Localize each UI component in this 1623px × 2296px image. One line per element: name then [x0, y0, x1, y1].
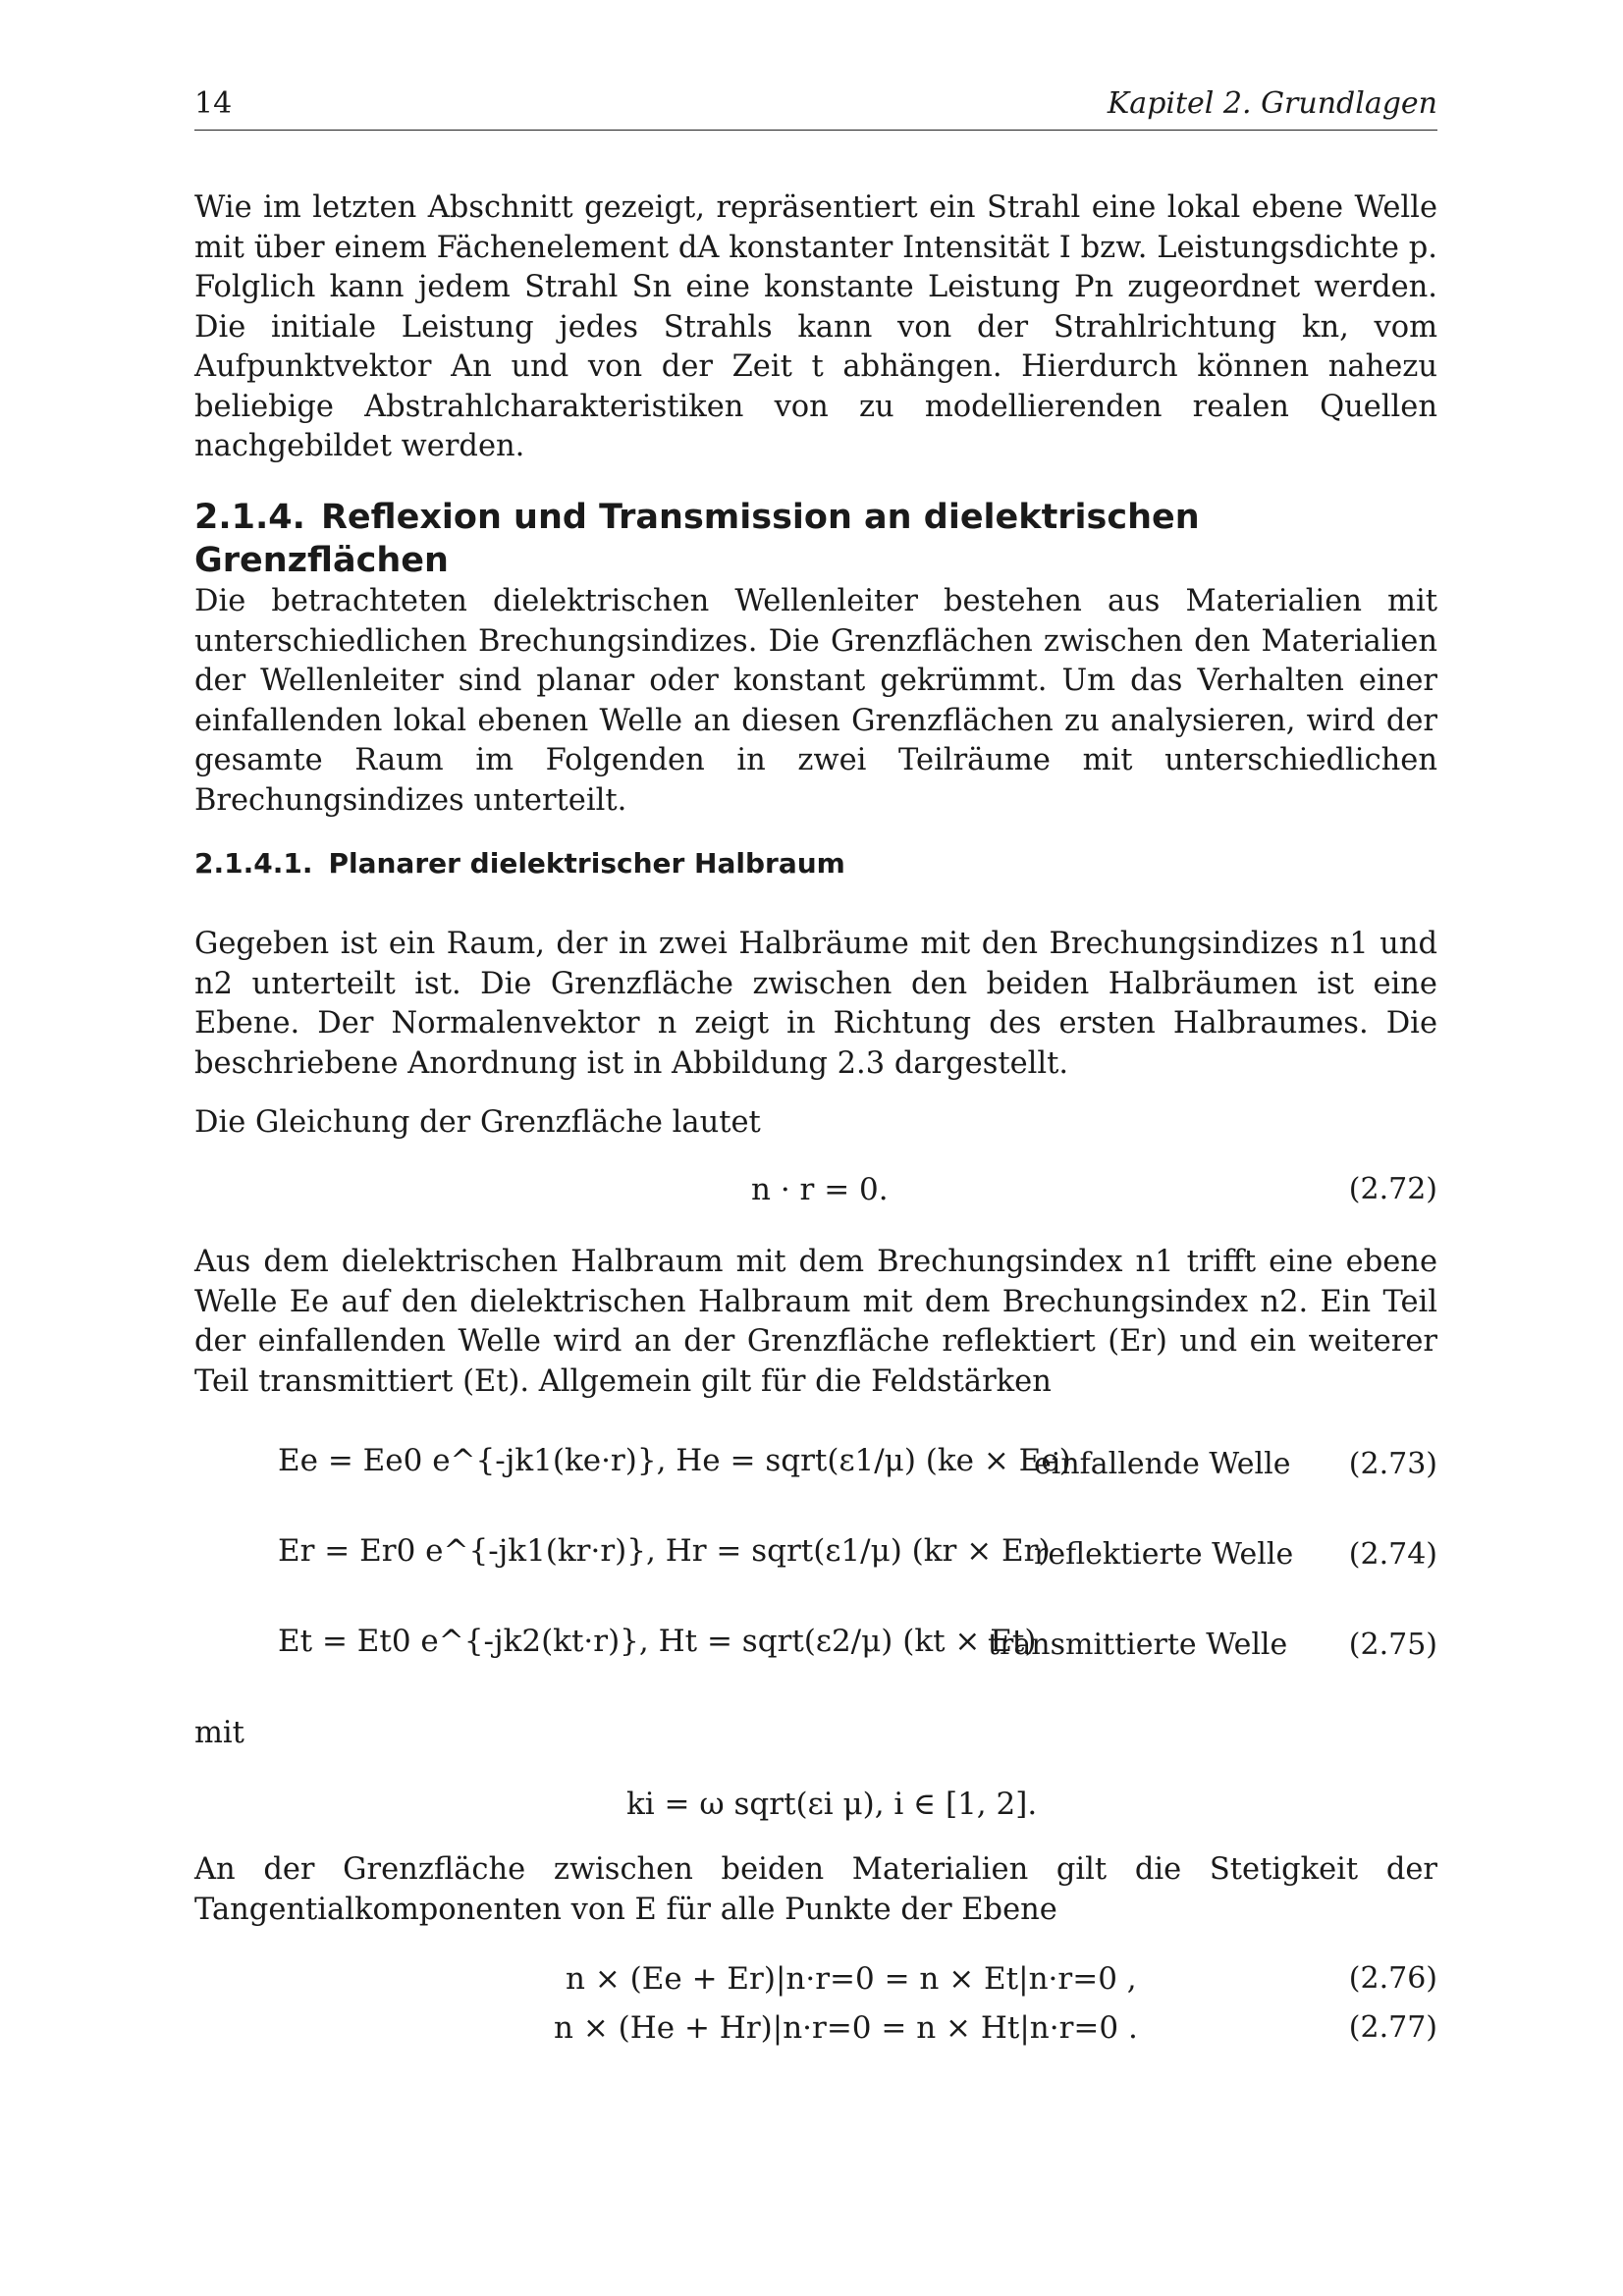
subsection-paragraph-1: Gegeben ist ein Raum, der in zwei Halbräume mit den Brechungsindizes n1 und n2 unterteilt ist. Die Grenzfläche zwischen den beiden Halbräumen ist eine Ebene. Der Normalenvektor n zeigt in Richtung des ersten Halbraumes. Die beschriebene Anordnung ist in Abbildung 2.3 dargestellt.	[194, 927, 1437, 1081]
equation-number-2-76: (2.76)	[1348, 1961, 1437, 1996]
label-reflektierte-welle: reflektierte Welle	[1034, 1537, 1294, 1572]
equation-2-74: Er = Er0 e^{-jk1(kr·r)}, Hr = sqrt(ε1/μ) (kr × Er)	[278, 1533, 1051, 1569]
equation-2-72: n · r = 0.	[751, 1172, 889, 1207]
label-transmittierte-welle: transmittierte Welle	[988, 1628, 1288, 1662]
intro-paragraph: Wie im letzten Abschnitt gezeigt, repräsentiert ein Strahl eine lokal ebene Welle mit über einem Fächenelement dA konstanter Intensität I bzw. Leistungsdichte p. Folglich kann jedem Strahl Sn eine konstante Leistung Pn zugeordnet werden. Die initiale Leistung jedes Strahls kann von der Strahlrichtung kn, vom Aufpunktvektor An und von der Zeit t abhängen. Hierdurch können nahezu beliebige Abstrahlcharakteristiken von zu modellierenden realen Quellen nachgebildet werden.	[194, 190, 1437, 463]
paragraph-mit: mit	[194, 1716, 244, 1750]
equation-2-75: Et = Et0 e^{-jk2(kt·r)}, Ht = sqrt(ε2/μ) (kt × Et)	[278, 1624, 1037, 1659]
equation-number-2-72: (2.72)	[1348, 1172, 1437, 1206]
equation-number-2-73: (2.73)	[1348, 1447, 1437, 1481]
equation-2-77: n × (He + Hr)|n·r=0 = n × Ht|n·r=0 .	[554, 2010, 1138, 2046]
page-number: 14	[194, 86, 233, 121]
running-head	[194, 86, 1437, 131]
equation-2-76: n × (Ee + Er)|n·r=0 = n × Et|n·r=0 ,	[566, 1961, 1137, 1997]
section-paragraph: Die betrachteten dielektrischen Wellenleiter bestehen aus Materialien mit unterschiedlichen Brechungsindizes. Die Grenzflächen zwischen den Materialien der Wellenleiter sind planar oder konstant gekrümmt. Um das Verhalten einer einfallenden lokal ebenen Welle an diesen Grenzflächen zu analysieren, wird der gesamte Raum im Folgenden in zwei Teilräume mit unterschiedlichen Brechungsindizes unterteilt.	[194, 584, 1437, 818]
section-number: 2.1.4.	[194, 498, 305, 537]
subsection-paragraph-4: An der Grenzfläche zwischen beiden Materialien gilt die Stetigkeit der Tangentialkomponenten von E für alle Punkte der Ebene	[194, 1852, 1437, 1927]
equation-ki: ki = ω sqrt(εi μ), i ∈ [1, 2].	[626, 1787, 1038, 1822]
equation-number-2-75: (2.75)	[1348, 1628, 1437, 1662]
section-title: Reflexion und Transmission an dielektrischen Grenzflächen	[194, 498, 1200, 580]
subsection-number: 2.1.4.1.	[194, 847, 313, 880]
section-heading	[194, 496, 1437, 582]
subsection-title: Planarer dielektrischer Halbraum	[328, 847, 845, 880]
equation-number-2-74: (2.74)	[1348, 1537, 1437, 1572]
subsection-paragraph-2: Die Gleichung der Grenzfläche lautet	[194, 1105, 761, 1140]
subsection-heading	[194, 846, 845, 881]
equation-number-2-77: (2.77)	[1348, 2010, 1437, 2045]
label-einfallende-welle: einfallende Welle	[1034, 1447, 1291, 1481]
chapter-title: Kapitel 2. Grundlagen	[1107, 86, 1437, 121]
equation-2-73: Ee = Ee0 e^{-jk1(ke·r)}, He = sqrt(ε1/μ) (ke × Ee)	[278, 1443, 1071, 1478]
subsection-paragraph-3: Aus dem dielektrischen Halbraum mit dem Brechungsindex n1 trifft eine ebene Welle Ee auf den dielektrischen Halbraum mit dem Brechungsindex n2. Ein Teil der einfallenden Welle wird an der Grenzfläche reflektiert (Er) und ein weiterer Teil transmittiert (Et). Allgemein gilt für die Feldstärken	[194, 1245, 1437, 1399]
